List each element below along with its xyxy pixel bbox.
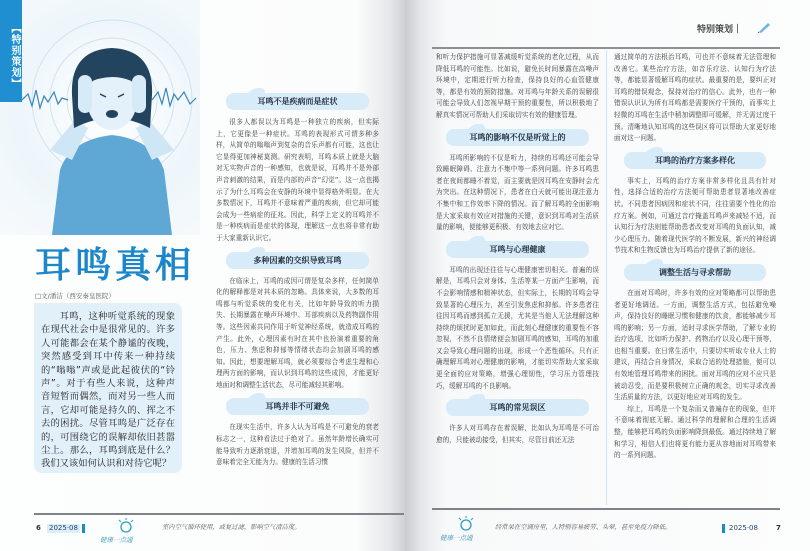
footer-divider xyxy=(432,508,780,510)
issue-marker xyxy=(82,524,85,533)
health-tip-logo xyxy=(100,518,152,544)
issue-marker xyxy=(722,524,725,533)
section-heading: 耳鸣不是疾病而是症状 xyxy=(226,93,369,110)
article-column-right-1 xyxy=(436,52,599,446)
footer-tip: 室内空气循环使用，或复过滤，影响空气清洁度。 xyxy=(162,524,301,531)
section-heading: 调整生活与寻求帮助 xyxy=(624,264,766,281)
article-column-left xyxy=(216,86,379,469)
section-body: 耳鸣的出现还往往与心理健康密切相关。普遍的误解是，耳鸣只会对身体、生活等某一方面产生影响，而不会影响情感和精神状态，但实际上，长期的耳鸣会导致显著的心理压力，甚至引发焦虑和抑郁。许多患者往往因耳鸣而感到孤立无援，尤其是当他人无法理解这种持续的烦扰时更加如此，而此刻心理健康的重要性不容忽视，不然不良情绪便会加剧耳鸣的感知，耳鸣的加重又会导致心理问题的出现，形成一个恶性循环。只有正确理解耳鸣对心理健康的影响，才能切实帮助大家采取更全面的应对策略，增强心理韧性，学习压力管理技巧，缓解耳鸣的不良影响。 xyxy=(436,265,599,390)
footer-tip: 经常呆在空调房里，人特别容易疲劳、头晕，甚至免疫力降低。 xyxy=(495,524,672,531)
section-body: 很多人都误以为耳鸣是一种独立的疾病，但实际上，它更像是一种症状。耳鸣的表现形式可谓多种多样，从简单的嗡嗡声到复杂的音乐声都有可能，这也让它显得更加神秘莫测。研究表明，耳鸣本质上就是大脑对无实物声音的一种感知，也就是说，耳鸣并不是外部声音刺激的结果，而是内部的声音“幻觉”。这一点也揭示了为什么耳鸣会在安静的环境中显得格外明显。在大多数情况下，耳鸣并不意味着严重的疾病，但它却可能会成为一些病症的征兆。因此，科学上定义的耳鸣并不是一种疾病而是症状的体现，理解这一点也将非常有助于大家重新认识它。 xyxy=(216,118,379,242)
section-heading: 耳鸣并非不可避免 xyxy=(226,398,369,415)
section-body: 在面对耳鸣时，许多有效的应对策略都可以帮助患者更好地调适。一方面，调整生活方式，包括避免噪声，保持良好的睡眠习惯和健康的饮食，都能够减少耳鸣的影响；另一方面，适时寻求医学帮助，了解专业的治疗选项，比如听力保护、药物治疗以及心理干预等，也相当重要。在日常生活中，只要切实听取专业人士的建议，再结合自身情况，采取合适的处理措施，便可以有效地管理耳鸣带来的困扰。面对耳鸣的应对不应只是被动忍受，而是要积极树立正确的观念，切实寻求改善生活质量的方法，以更好地应对耳鸣的发生。 xyxy=(614,288,776,402)
issue-date: 2025·08 xyxy=(729,524,758,532)
section-tab: 【特别策划】 xyxy=(0,0,22,102)
lightbulb-icon xyxy=(440,516,492,534)
footer-divider xyxy=(34,513,404,515)
health-tip-logo xyxy=(440,516,492,542)
page-number: 7 xyxy=(776,524,781,532)
section-body: 在现实生活中，许多人认为耳鸣是不可避免的衰老标志之一，这种看法过于绝对了。虽然年龄增长确实可能导致听力逐渐衰退，并增加耳鸣的发生风险，但并不意味着完全无能为力。健康的生活习惯 xyxy=(216,423,379,467)
column-divider xyxy=(606,50,607,505)
page-number: 6 xyxy=(36,524,41,532)
continued-text: 和听力保护措施可显著减缓听觉系统的老化过程，从而降低耳鸣的可能性。比如说，避免长时间暴露在高噪声环境中，定期进行听力检查，保持良好的心血管健康等，都是有效的预防措施。对耳鸣与年龄关系的误解很可能会导致人们忽视早期干预的重要性，所以积极地了解真实情况可帮助人们采取切实有效的健康管理。 xyxy=(436,53,599,119)
logo-text: 健康一点通 xyxy=(440,534,473,542)
woman-covering-ears-icon xyxy=(0,0,200,235)
section-body: 许多人对耳鸣存在着误解，比如认为耳鸣是不可治愈的，只能被动接受，但其实，尽管目前还无法 xyxy=(436,424,599,444)
conclusion: 综上，耳鸣是一个复杂而又普遍存在的现象，但并不意味着彻底无解。通过科学的理解和合理的生活调整，能够把耳鸣的负面影响降到最低。通过持续地了解和学习，相信人们也将更有能力更从容地面对耳鸣带来的一系列问题。 xyxy=(614,404,776,460)
pen-icon xyxy=(757,21,771,33)
section-heading: 耳鸣的治疗方案多样化 xyxy=(624,152,766,169)
section-heading: 耳鸣的影响不仅是听觉上的 xyxy=(446,129,589,146)
section-tag: 特别策划｜ xyxy=(697,25,743,35)
section-body: 在临床上，耳鸣的成因可谓是复杂多样，任何简单化的解释都是对其本质的忽略。具体来说，大多数的耳鸣都与听觉系统的变化有关，比如年龄导致的听力损失、长期暴露在噪声环境中、耳部疾病以及药物副作用等。这些因素共同作用于听觉神经系统，就造成耳鸣的产生。此外，心理因素有时在其中也扮演着重要的角色，压力、焦虑和抑郁等情绪状态均会加剧耳鸣的感知。因此，想要理解耳鸣，就必须要综合考虑生理和心理两方面的影响，而认识到耳鸣的这些成因，才能更好地面对和调整生活状态，尽可能减轻其影响。 xyxy=(216,276,379,389)
logo-text: 健康一点通 xyxy=(100,536,133,544)
section-heading: 耳鸣与心理健康 xyxy=(446,241,589,258)
section-body: 耳鸣所影响的不仅是听力，持续的耳鸣还可能会导致睡眠障碍、注意力不集中等一系列问题。许多耳鸣患者在夜间都睡不着觉，而主要就是因耳鸣在安静时会尤为突出。在这种情况下，患者在白天就可能出现注意力不集中和工作效率下降的情况。而了解耳鸣的全面影响是大家采取有效应对措施的关键，意识到耳鸣对生活质量的影响，便能够更积极、有效地去应对它。 xyxy=(436,153,599,232)
header-divider xyxy=(432,47,780,49)
lightbulb-icon xyxy=(100,518,152,536)
section-body: 事实上，耳鸣的治疗方案非常多样化且具有针对性，选择合适的治疗方法便可帮助患者显著地改善症状。不同患者因病因和症状不同，往往需要个性化的治疗方案。例如，可通过音疗掩盖耳鸣声来减轻不适，而认知行为疗法则能帮助患者改变对耳鸣的负面认知，减少心理压力。随着现代医学的不断发展，新兴的神经调节技术和生物反馈也为耳鸣治疗提供了新的途径。 xyxy=(614,176,776,255)
byline: □文/潘洁（西安秦皇医院） xyxy=(35,292,115,300)
section-heading: 耳鸣的常见误区 xyxy=(446,399,589,416)
intro-box: 耳鸣，这种听觉系统的现象在现代社会中是很常见的。许多人可能都会在某个静谧的夜晚，突然感受到耳中传来一种持续的“嗡嗡”声或是此起彼伏的“铃声”。对于有些人来说，这种声音短暂而偶然，而对另一些人而言，它却可能是持久的、挥之不去的困扰。尽管耳鸣是广泛存在的，可围绕它的误解却依旧甚嚣尘上。那么，耳鸣到底是什么？我们又该如何认识和对待它呢？ xyxy=(34,303,182,473)
issue-date: 2025·08 xyxy=(49,524,78,532)
article-title: 耳鸣真相 xyxy=(35,245,196,286)
tinnitus-illustration xyxy=(0,0,200,235)
article-column-right-2 xyxy=(614,52,776,462)
section-heading: 多种因素的交织导致耳鸣 xyxy=(226,252,369,269)
continued-text: 通过简单的方法根治耳鸣，可也并不意味着无法管理和改善它。某些治疗方法，如音乐疗法、认知行为疗法等，都能显著缓解耳鸣的症状。最重要的是，要纠正对耳鸣的错误观念，保持对治疗的信心。此外，也有一种错误认识认为所有耳鸣都是需要医疗干预的，而事实上轻微的耳鸣在生活中稍加调整即可缓解，并无需过度干预。清晰地认知耳鸣的这些误区将可以帮助大家更好地面对这一问题。 xyxy=(614,53,776,143)
